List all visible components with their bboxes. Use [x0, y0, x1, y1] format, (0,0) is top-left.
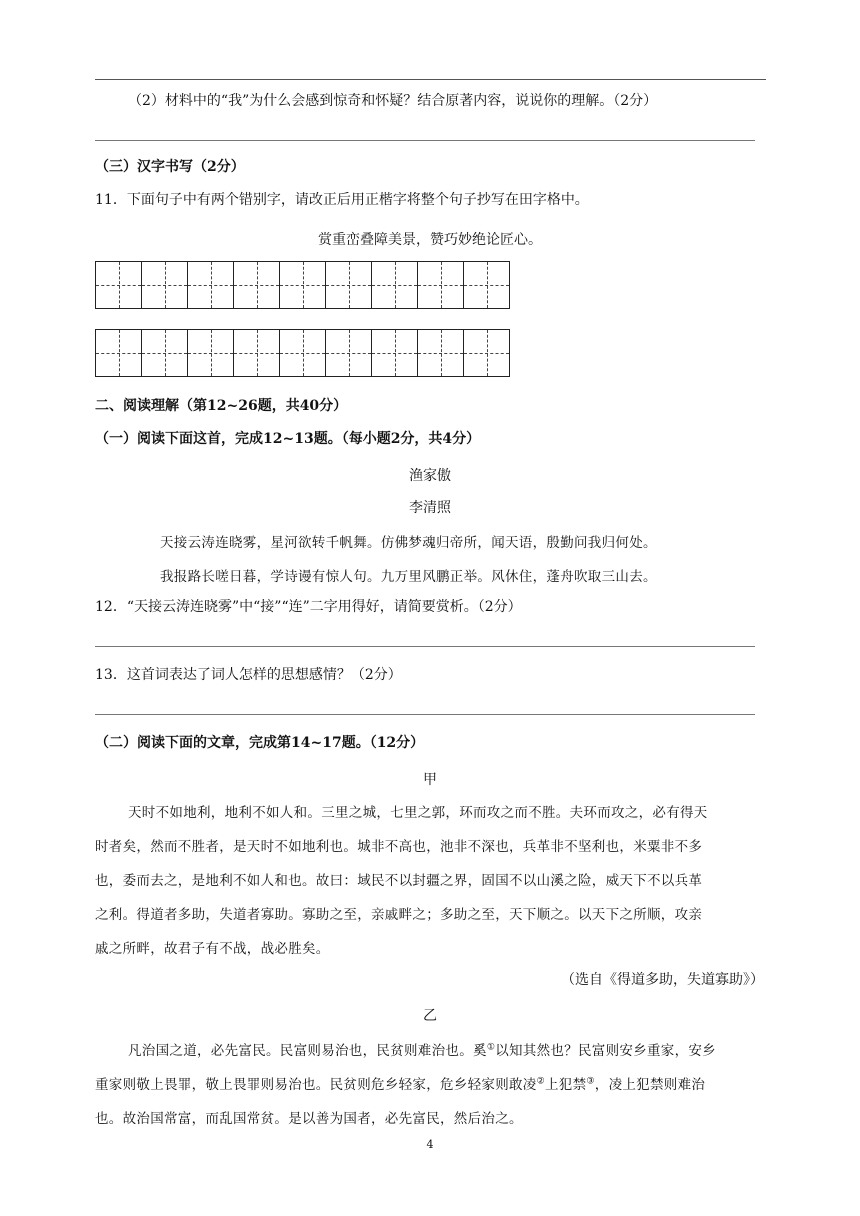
grid-cell[interactable] [234, 262, 280, 308]
answer-line-10 [95, 140, 755, 141]
grid-cell[interactable] [326, 262, 372, 308]
grid-cell[interactable] [372, 262, 418, 308]
yi-text: 上犯禁 [544, 1077, 587, 1093]
grid-cell[interactable] [142, 262, 188, 308]
passage-jia-label: 甲 [423, 772, 437, 788]
poem-line-1: 天接云涛连晓雾，星河欲转千帆舞。仿佛梦魂归帝所，闻天语，殷勤问我归何处。 [160, 535, 657, 551]
passage-yi-line-3: 也。故治国常富，而乱国常贫。是以善为国者，必先富民，然后治之。 [95, 1111, 523, 1127]
top-rule [95, 79, 766, 80]
question-13: 13．这首词表达了词人怎样的思想感情？（2分） [95, 667, 402, 683]
passage-yi-label: 乙 [423, 1008, 437, 1024]
grid-cell[interactable] [280, 262, 326, 308]
passage-yi-line-2 [95, 1073, 705, 1093]
grid-cell[interactable] [464, 262, 510, 308]
yi-text: 重家则敬上畏罪，敬上畏罪则易治也。民贫则危乡轻家，危乡轻家则敢凌 [95, 1077, 537, 1093]
passage-jia-source: （选自《得道多助，失道寡助》） [561, 972, 764, 988]
sub-section-2-title: （二）阅读下面的文章，完成第14~17题。（12分） [95, 735, 425, 751]
grid-cell[interactable] [418, 330, 464, 376]
question-12: 12．“天接云涛连晓雾”中“接”“连”二字用得好，请简要赏析。（2分） [95, 599, 522, 615]
footnote-2: ② [536, 1076, 545, 1087]
grid-cell[interactable] [418, 262, 464, 308]
grid-cell[interactable] [464, 330, 510, 376]
grid-cell[interactable] [280, 330, 326, 376]
poem-title: 渔家傲 [409, 468, 451, 484]
question-10-2: （2）材料中的“我”为什么会感到惊奇和怀疑？结合原著内容，说说你的理解。（2分） [128, 93, 658, 109]
grid-cell[interactable] [96, 262, 142, 308]
grid-cell[interactable] [188, 262, 234, 308]
grid-cell[interactable] [234, 330, 280, 376]
yi-text: 凡治国之道，必先富民。民富则易治也，民贫则难治也。奚 [128, 1043, 487, 1059]
tianzige-grid-row-1[interactable] [95, 261, 510, 309]
q11-sentence: 赏重峦叠障美景，赞巧妙绝论匠心。 [318, 232, 542, 248]
grid-cell[interactable] [188, 330, 234, 376]
yi-text: ，凌上犯禁则难治 [594, 1077, 706, 1093]
tianzige-grid-row-2[interactable] [95, 329, 510, 377]
answer-line-12 [95, 646, 755, 647]
section-3-title: （三）汉字书写（2分） [95, 159, 245, 175]
poem-author: 李清照 [409, 500, 451, 516]
footnote-3: ③ [586, 1076, 595, 1087]
grid-cell[interactable] [142, 330, 188, 376]
sub-section-1-title: （一）阅读下面这首，完成12~13题。（每小题2分，共4分） [95, 431, 481, 447]
passage-yi-line-1 [128, 1039, 716, 1059]
passage-jia-line-1: 天时不如地利，地利不如人和。三里之城，七里之郭，环而攻之而不胜。夫环而攻之，必有得天 [128, 805, 708, 821]
footnote-1: ① [486, 1042, 496, 1053]
grid-cell[interactable] [326, 330, 372, 376]
yi-text: 以知其然也？民富则安乡重家，安乡 [495, 1043, 716, 1059]
answer-line-13 [95, 714, 755, 715]
page-number: 4 [426, 1138, 434, 1151]
passage-jia-line-5: 戚之所畔，故君子有不战，战必胜矣。 [95, 941, 330, 957]
poem-line-2: 我报路长嗟日暮，学诗谩有惊人句。九万里风鹏正举。风休住，蓬舟吹取三山去。 [160, 569, 657, 585]
grid-cell[interactable] [96, 330, 142, 376]
question-11: 11．下面句子中有两个错别字，请改正后用正楷字将整个句子抄写在田字格中。 [95, 192, 589, 208]
grid-cell[interactable] [372, 330, 418, 376]
part-2-title: 二、阅读理解（第12~26题，共40分） [95, 398, 348, 414]
passage-jia-line-4: 之利。得道者多助，失道者寡助。寡助之至，亲戚畔之；多助之至，天下顺之。以天下之所顺，攻亲 [95, 907, 703, 923]
passage-jia-line-3: 也，委而去之，是地利不如人和也。故曰：域民不以封疆之界，固国不以山溪之险，威天下不以兵革 [95, 873, 703, 889]
passage-jia-line-2: 时者矣，然而不胜者，是天时不如地利也。城非不高也，池非不深也，兵革非不坚利也，米粟非不多 [95, 839, 703, 855]
